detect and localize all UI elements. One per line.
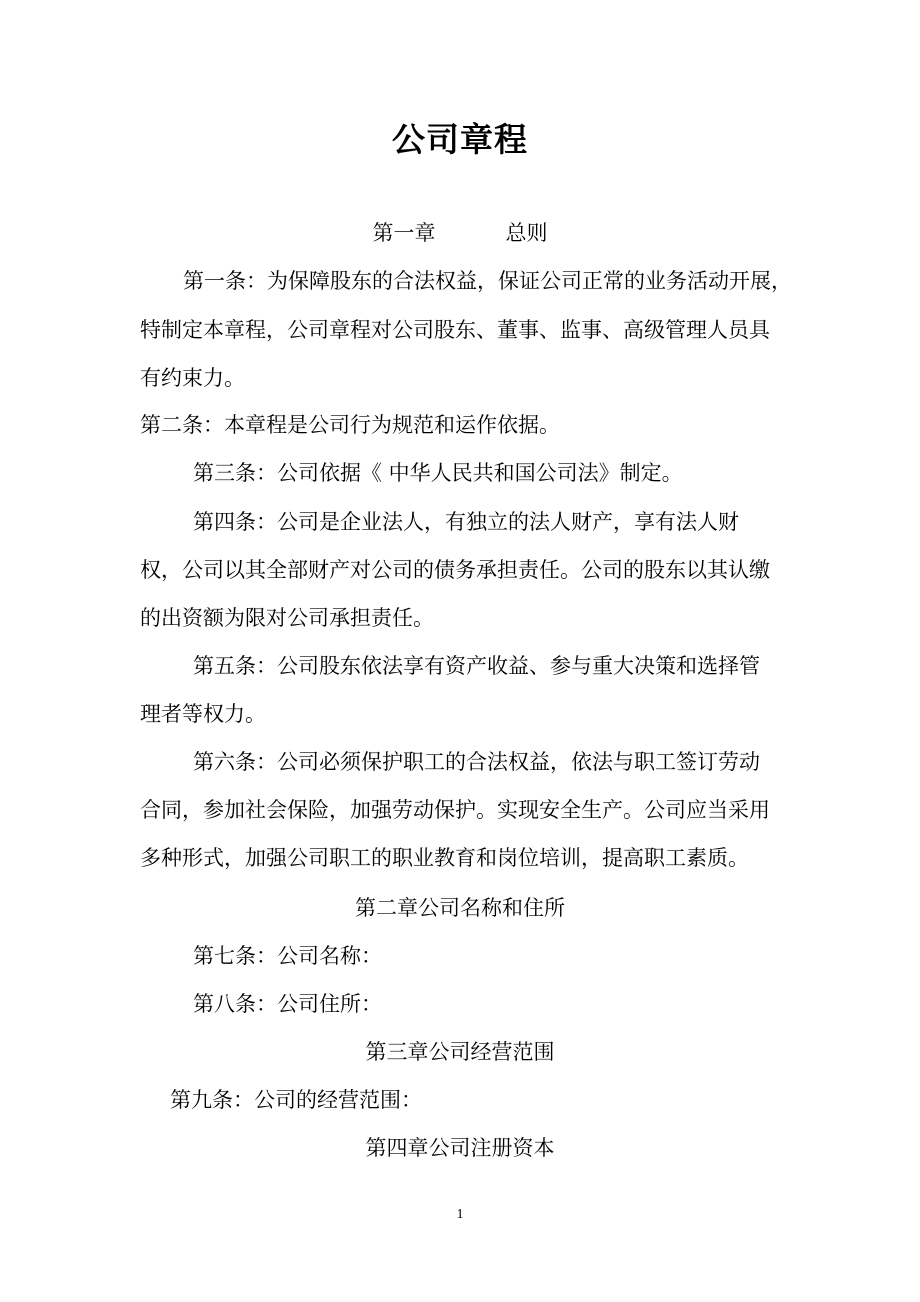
article-4-line-3: 的出资额为限对公司承担责任。 <box>140 606 434 630</box>
chapter-1-label: 第一章 <box>372 221 436 245</box>
article-9: 第九条：公司的经营范围： <box>170 1088 422 1112</box>
chapter-1-heading <box>0 218 920 248</box>
article-7: 第七条：公司名称： <box>193 944 382 968</box>
article-4-line-2: 权，公司以其全部财产对公司的债务承担责任。公司的股东以其认缴 <box>140 558 770 582</box>
article-2: 第二条：本章程是公司行为规范和运作依据。 <box>140 413 560 437</box>
article-5-line-2: 理者等权力。 <box>140 702 266 726</box>
article-3: 第三条：公司依据《 中华人民共和国公司法》制定。 <box>193 461 683 485</box>
article-1-line-3: 有约束力。 <box>140 366 245 390</box>
article-6-line-1: 第六条：公司必须保护职工的合法权益，依法与职工签订劳动 <box>193 750 760 774</box>
article-1-line-2: 特制定本章程，公司章程对公司股东、董事、监事、高级管理人员具 <box>140 318 770 342</box>
document-title: 公司章程 <box>392 120 528 159</box>
chapter-2-heading: 第二章公司名称和住所 <box>355 896 565 920</box>
article-8: 第八条：公司住所： <box>193 992 382 1016</box>
page-number: 1 <box>456 1207 464 1222</box>
article-1-line-1: 第一条：为保障股东的合法权益，保证公司正常的业务活动开展， <box>183 269 792 293</box>
chapter-3-heading: 第三章公司经营范围 <box>365 1040 555 1064</box>
article-5-line-1: 第五条：公司股东依法享有资产收益、参与重大决策和选择管 <box>193 654 760 678</box>
chapter-4-heading: 第四章公司注册资本 <box>365 1136 555 1160</box>
article-6-line-2: 合同，参加社会保险，加强劳动保护。实现安全生产。公司应当采用 <box>140 798 770 822</box>
article-6-line-3: 多种形式，加强公司职工的职业教育和岗位培训，提高职工素质。 <box>140 846 749 870</box>
article-4-line-1: 第四条：公司是企业法人，有独立的法人财产，享有法人财 <box>193 510 739 534</box>
chapter-1-name: 总则 <box>505 221 548 245</box>
